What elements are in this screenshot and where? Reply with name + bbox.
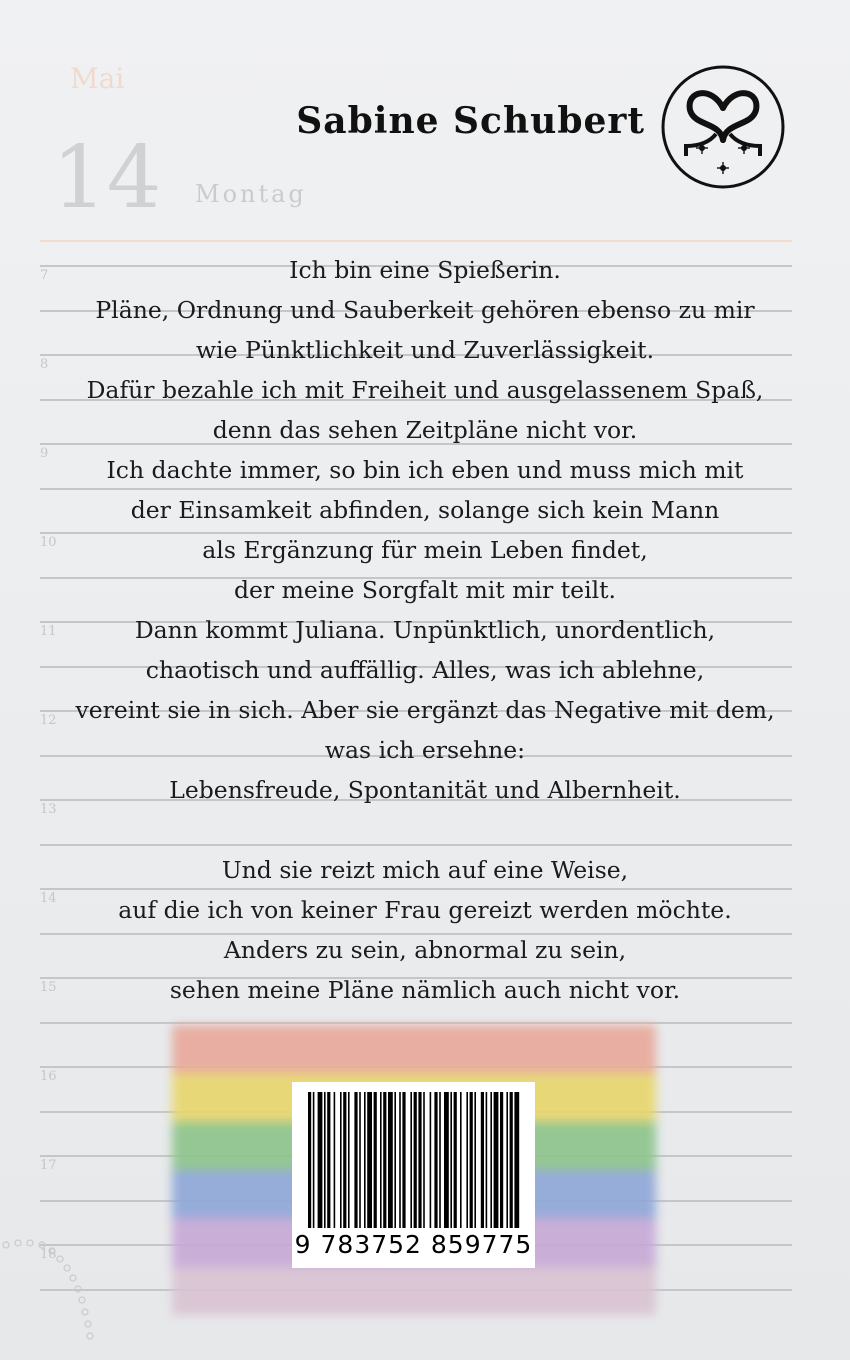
blurb-line: Lebensfreude, Spontanität und Albernheit. <box>169 776 681 804</box>
barcode-bar <box>466 1092 468 1228</box>
blurb-line: Dann kommt Juliana. Unpünktlich, unordentlich, <box>134 616 716 644</box>
hour-label: 8 <box>40 357 49 372</box>
barcode-bar <box>490 1092 492 1228</box>
barcode-box <box>292 1082 535 1268</box>
hour-label: 18 <box>40 1247 57 1262</box>
flag-band <box>172 1025 656 1073</box>
hour-label: 7 <box>40 268 49 283</box>
barcode-bar <box>470 1092 473 1228</box>
blurb-line: denn das sehen Zeitpläne nicht vor. <box>212 416 638 444</box>
barcode-bar <box>367 1092 372 1228</box>
barcode-bar <box>444 1092 449 1228</box>
barcode-bar <box>500 1092 503 1228</box>
barcode-bar <box>348 1092 350 1228</box>
blurb-text <box>30 250 820 1010</box>
blurb-line: der Einsamkeit abfinden, solange sich kein Mann <box>130 496 720 524</box>
blurb-line: Dafür bezahle ich mit Freiheit und ausgelassenem Spaß, <box>86 376 764 404</box>
author-name: Sabine Schubert <box>296 100 645 142</box>
barcode-bar <box>514 1092 519 1228</box>
barcode-bar <box>494 1092 499 1228</box>
blurb-line: Ich dachte immer, so bin ich eben und muss mich mit <box>106 456 744 484</box>
blurb-line: als Ergänzung für mein Leben findet, <box>202 536 648 564</box>
barcode-bar <box>324 1092 326 1228</box>
barcode-bar <box>430 1092 432 1228</box>
barcode-bar <box>318 1092 323 1228</box>
blurb-line: was ich ersehne: <box>324 736 526 764</box>
barcode-bar <box>414 1092 417 1228</box>
barcode-bar <box>510 1092 513 1228</box>
isbn-number: 9 783752 859775 <box>294 1230 533 1259</box>
barcode-bar <box>506 1092 508 1228</box>
hour-label: 16 <box>40 1069 57 1084</box>
blurb-line: vereint sie in sich. Aber sie ergänzt das Negative mit dem, <box>75 696 775 724</box>
hour-label: 10 <box>40 535 57 550</box>
barcode-bar <box>481 1092 484 1228</box>
barcode-bar <box>418 1092 421 1228</box>
barcode-bar <box>388 1092 393 1228</box>
barcode-bar <box>340 1092 342 1228</box>
barcode-bar <box>486 1092 488 1228</box>
blurb-line: chaotisch und auffällig. Alles, was ich ablehne, <box>145 656 705 684</box>
blurb-line: Und sie reizt mich auf eine Weise, <box>221 856 629 884</box>
barcode-bar <box>402 1092 405 1228</box>
blurb-line: Ich bin eine Spießerin. <box>289 256 561 284</box>
ruled-line <box>40 1022 792 1024</box>
barcode-bar <box>359 1092 361 1228</box>
hour-label: 17 <box>40 1158 57 1173</box>
barcode-bar <box>343 1092 346 1228</box>
barcode-bar <box>327 1092 330 1228</box>
barcode-bar <box>394 1092 396 1228</box>
barcode-bar <box>374 1092 377 1228</box>
barcode-bar <box>410 1092 412 1228</box>
flag-band <box>172 1267 656 1315</box>
blurb-line: der meine Sorgfalt mit mir teilt. <box>233 576 617 604</box>
hour-label: 14 <box>40 891 57 906</box>
blurb-line: wie Pünktlichkeit und Zuverlässigkeit. <box>195 336 655 364</box>
calendar-day-number: 14 <box>52 128 162 228</box>
barcode-bar <box>434 1092 437 1228</box>
barcode-bar <box>354 1092 357 1228</box>
barcode-icon <box>306 1092 521 1228</box>
hour-label: 12 <box>40 713 57 728</box>
barcode-bar <box>380 1092 382 1228</box>
calendar-month: Mai <box>70 62 125 95</box>
barcode-bar <box>313 1092 315 1228</box>
barcode-bar <box>423 1092 425 1228</box>
hour-label: 13 <box>40 802 57 817</box>
hour-label: 15 <box>40 980 57 995</box>
barcode-bar <box>454 1092 457 1228</box>
barcode-bar <box>450 1092 452 1228</box>
decorative-dots <box>0 1235 110 1345</box>
blurb-line: sehen meine Pläne nämlich auch nicht vor. <box>169 976 681 1004</box>
blurb-line: Pläne, Ordnung und Sauberkeit gehören ebenso zu mir <box>95 296 755 324</box>
barcode-bar <box>439 1092 441 1228</box>
blurb-paragraph-gap <box>30 810 820 850</box>
publisher-logo-icon <box>660 64 786 190</box>
barcode-bar <box>334 1092 336 1228</box>
barcode-bar <box>474 1092 476 1228</box>
calendar-weekday: Montag <box>195 180 307 208</box>
hour-label: 11 <box>40 624 57 639</box>
barcode-bar <box>399 1092 401 1228</box>
barcode-bar <box>364 1092 366 1228</box>
barcode-bar <box>308 1092 311 1228</box>
hour-label: 9 <box>40 446 49 461</box>
barcode-bar <box>460 1092 462 1228</box>
blurb-line: auf die ich von keiner Frau gereizt werden möchte. <box>118 896 732 924</box>
barcode-bar <box>383 1092 386 1228</box>
blurb-line: Anders zu sein, abnormal zu sein, <box>223 936 627 964</box>
calendar-header-line <box>40 240 792 242</box>
